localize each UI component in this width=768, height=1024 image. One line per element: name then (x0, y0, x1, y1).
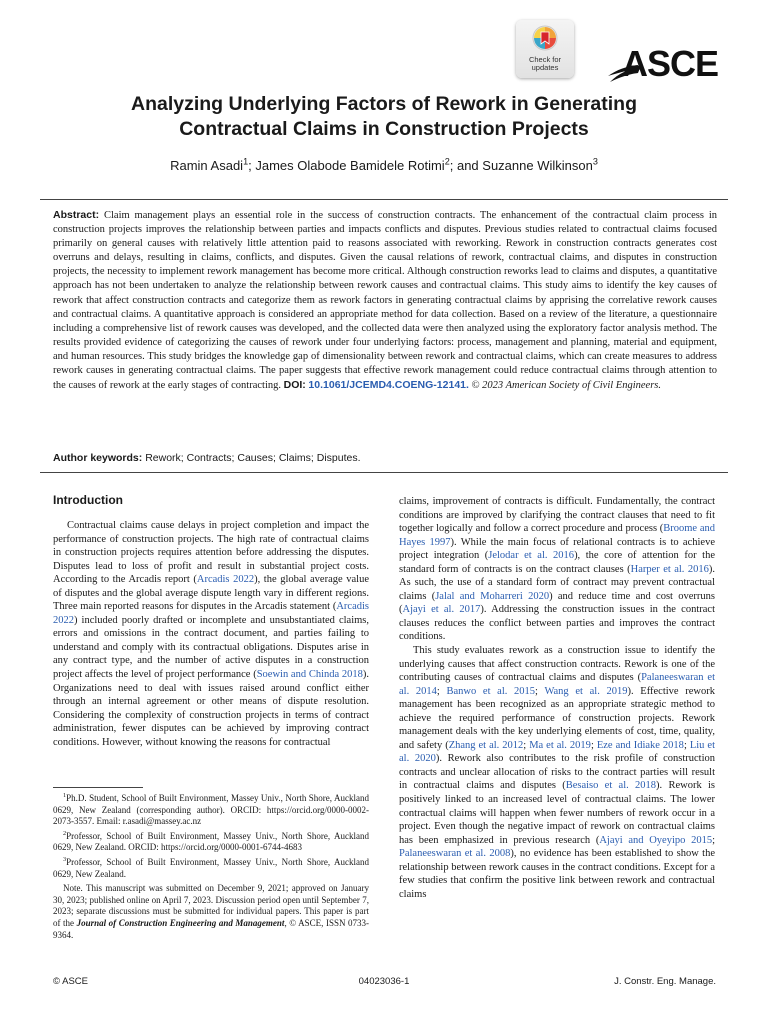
body-text: ), the core of attention for the standard form of contracts is on the contract clauses ( (399, 550, 716, 575)
footnote-3 (53, 857, 369, 880)
body-text: ; (590, 739, 597, 751)
citation-link[interactable]: Ajayi and Oyeyipo 2015 (599, 834, 713, 846)
keywords-bottom-rule (40, 472, 728, 473)
citation-link[interactable]: Palaneeswaran et al. 2008 (399, 848, 511, 860)
body-text: ). Rework is positively linked to an increased level of contractual claims. The lower contractual claims will happen when fewer numbers of rework occur in a project. Even though the negative impact of rework on contractual claims has been emphasized in previous research ( (399, 780, 715, 846)
footnote-2-text: Professor, School of Built Environment, Massey Univ., North Shore, Auckland 0629, New Zealand. ORCID: https://orcid.org/0000-0001-6744-4683 (53, 830, 369, 853)
body-text: ). Organizations need to deal with issues raised around conflict either through an internal agreement or other means of dispute resolution. Considering the complexity of construction projects in terms of contract administration, fewer disputes can be achieved by improving contract conditions. However, without knowing the reasons for contractual (53, 669, 369, 748)
footer-copyright: © ASCE (53, 976, 88, 987)
citation-link[interactable]: Broome and Hayes 1997 (399, 523, 715, 548)
author-affiliation-mark: 3 (592, 156, 598, 167)
author-separator: ; (248, 158, 256, 173)
citation-link[interactable]: Eze and Idiake 2018 (596, 739, 684, 751)
body-text: ; (436, 685, 447, 697)
right-column (399, 495, 715, 901)
citation-link[interactable]: Liu et al. 2020 (399, 739, 715, 765)
author-name: Suzanne Wilkinson (482, 158, 593, 173)
body-text: ). While the main focus of relational contracts is to achieve project integration ( (399, 536, 715, 562)
abstract-label: Abstract: (53, 209, 100, 221)
citation-link[interactable]: Wang et al. 2019 (544, 685, 628, 697)
footnote-2-mark: 2 (63, 829, 67, 837)
doi-label: DOI: (283, 379, 306, 392)
footnote-1-mark: 1 (63, 792, 67, 799)
abstract-top-rule (40, 199, 728, 200)
footnote-3-text: Professor, School of Built Environment, Massey Univ., North Shore, Auckland 0629, New Zealand. (53, 856, 369, 879)
footer-journal-abbrev: J. Constr. Eng. Manage. (614, 976, 716, 987)
asce-logo (608, 42, 720, 82)
citation-link[interactable]: Zhang et al. 2012 (448, 739, 524, 751)
citation-link[interactable]: Banwo et al. 2015 (446, 685, 536, 697)
body-text: ; (523, 739, 530, 751)
section-heading-introduction: Introduction (53, 493, 123, 507)
footnote-1 (53, 793, 369, 828)
title-line-1: Analyzing Underlying Factors of Rework in Generating (131, 93, 637, 115)
body-text: ; (712, 834, 715, 846)
citation-link[interactable]: Arcadis 2022 (53, 601, 369, 626)
abstract (53, 208, 717, 393)
note-issn: , © ASCE, ISSN 0733-9364. (53, 917, 369, 940)
body-text: ; (535, 685, 545, 697)
title-line-2: Contractual Claims in Construction Projects (179, 118, 589, 140)
body-text: ). Addressing the construction issues in the contract clauses reduces the conflict between parties and improves the contract conditions. (399, 604, 715, 643)
citation-link[interactable]: Ajayi et al. 2017 (402, 604, 481, 616)
body-text: This study evaluates rework as a construction issue to identify the underlying causes that affect construction contracts. Rework is one of the contributing causes of contractual claims and disputes ( (399, 645, 715, 684)
left-column (53, 519, 369, 749)
badge-label-line2: updates (531, 63, 559, 72)
author-affiliation-mark: 1 (243, 156, 249, 167)
author-affiliation-mark: 2 (444, 156, 450, 167)
doi-link[interactable]: 10.1061/JCEMD4.COENG-12141. (308, 379, 469, 392)
body-text: ). As such, the use of a standard form of contract may prevent contractual claims ( (399, 563, 715, 602)
footer-page-id: 04023036-1 (358, 976, 410, 987)
citation-link[interactable]: Palaneeswaran et al. 2014 (399, 672, 715, 697)
intro-paragraph-1 (53, 519, 369, 749)
journal-name: Journal of Construction Engineering and Management (76, 917, 285, 928)
footnote-2 (53, 831, 369, 854)
bookmark-ribbon-icon (532, 25, 558, 51)
check-for-updates-badge[interactable] (516, 20, 574, 78)
note-text: Note. This manuscript was submitted on December 9, 2021; approved on January 30, 2023; published online on April 7, 2023. Discussion period open until September 7, 2023; separate discussions must be submitted for individual papers. This paper is part of the (53, 883, 369, 928)
paper-title (40, 92, 728, 142)
citation-link[interactable]: Harper et al. 2016 (630, 563, 709, 575)
body-text: ; (683, 739, 690, 751)
citation-link[interactable]: Soewin and Chinda 2018 (256, 669, 363, 681)
logo-text: ASCE (622, 43, 719, 82)
author-keywords (53, 451, 717, 465)
citation-link[interactable]: Ma et al. 2019 (529, 739, 591, 751)
body-text: ) and reduce time and cost overruns ( (399, 590, 716, 616)
body-text: Contractual claims cause delays in project completion and impact the performance of construction projects. The high rate of contractual claims in construction projects requires attention before addressing the disputes. Disputes lead to loss of profit and result in substantial project costs. According to the Arcadis report ( (53, 520, 369, 586)
body-text: ) included poorly drafted or incomplete and unsubstantiated claims, errors and omissions in the contract document, and parties failing to understand and comply with its contractual obligations. Disputes arise in any contract type, and the number of active disputes in a construction project affects the level of project performance ( (53, 614, 369, 681)
citation-link[interactable]: Besaiso et al. 2018 (565, 780, 657, 792)
footnote-3-mark: 3 (63, 855, 67, 863)
author-separator: ; and (449, 158, 483, 173)
intro-paragraph-3 (399, 644, 715, 901)
author-list (40, 158, 728, 173)
author-name: James Olabode Bamidele Rotimi (255, 158, 445, 173)
keywords-label: Author keywords: (53, 452, 143, 464)
body-text: ). Rework also contributes to the risk profile of construction contracts and unclear allocation of risks to the contract parties will result in contractual claims and disputes ( (399, 753, 715, 792)
body-text: claims, improvement of contracts is difficult. Fundamentally, the contract conditions are improved by clarifying the contract clauses that need to fit together logically and follow a correct procedure and process ( (399, 496, 715, 535)
citation-link[interactable]: Jalal and Moharreri 2020 (435, 590, 550, 602)
body-text: ), no evidence has been established to show the relationship between rework causes in the contract conditions. Except for a few studies that confirm the positive link between rework and contractual claims (399, 848, 715, 900)
copyright-line: © 2023 American Society of Civil Engineers. (471, 380, 662, 392)
abstract-text: Claim management plays an essential role in the success of construction contracts. The enhancement of the contractual claim process in construction projects improves the relationship between parties and impacts conflicts and disputes. Previous studies related to contractual claims focused primarily on general causes with relatively little attention paid to reasons associated with reworking. Rework in construction contracts generates cost overruns and delays, resulting in claims, conflicts, and disputes. Given the causal relations of rework, contractual claims, and disputes in construction projects, the necessity to implement rework management has become more critical. Although construction reworks lead to claims and disputes, a quantitative approach has not been undertaken to analyze the relationship between rework causes and contractual claims. This study aims to identify the key causes of rework that affect construction contracts and categorize them as rework factors in generating contractual claims by apprising the correlative rework causes and contractual claims. A quantitative approach is considered an appropriate method for data collection. Based on a review of the literature, a questionnaire including a comprehensive list of rework causes was developed, and the collected data were then analyzed using the exploratory factor analysis method. The results provided evidence of categorizing the causes of rework under four underlying factors: process, management and planning, material and equipment, and human resources. This study bridges the knowledge gap of dimensionality between rework and contractual claims, which can create measures to address rework causes in generating contractual claims. The paper suggests that effective rework management could reduce contractual claims through attention to the causes of rework at the early stages of contracting. (53, 210, 717, 392)
footnotes (53, 793, 369, 944)
body-text: ), the global average value of disputes and the global average dispute length vary in different regions. Three main reported reasons for disputes in the Arcadis statement ( (53, 574, 369, 613)
manuscript-note (53, 883, 369, 941)
badge-label-line1: Check for (528, 55, 562, 64)
footnote-rule (53, 787, 143, 788)
body-text: ). Effective rework management has been recognized as an appropriate strategic method to achieve the required performance of construction projects. Rework management deals with the key underlying elements of cost, time, quality, and safety ( (399, 685, 715, 751)
citation-link[interactable]: Arcadis 2022 (196, 574, 255, 586)
keywords-text: Rework; Contracts; Causes; Claims; Disputes. (145, 452, 361, 464)
intro-paragraph-2 (399, 495, 715, 644)
footnote-1-text: Ph.D. Student, School of Built Environment, Massey Univ., North Shore, Auckland 0629, New Zealand (corresponding author). ORCID: https://orcid.org/0000-0002-2073-3557. Email: r.asadi@massey.ac.nz (53, 793, 369, 827)
citation-link[interactable]: Jelodar et al. 2016 (488, 550, 575, 562)
author-name: Ramin Asadi (170, 158, 244, 173)
